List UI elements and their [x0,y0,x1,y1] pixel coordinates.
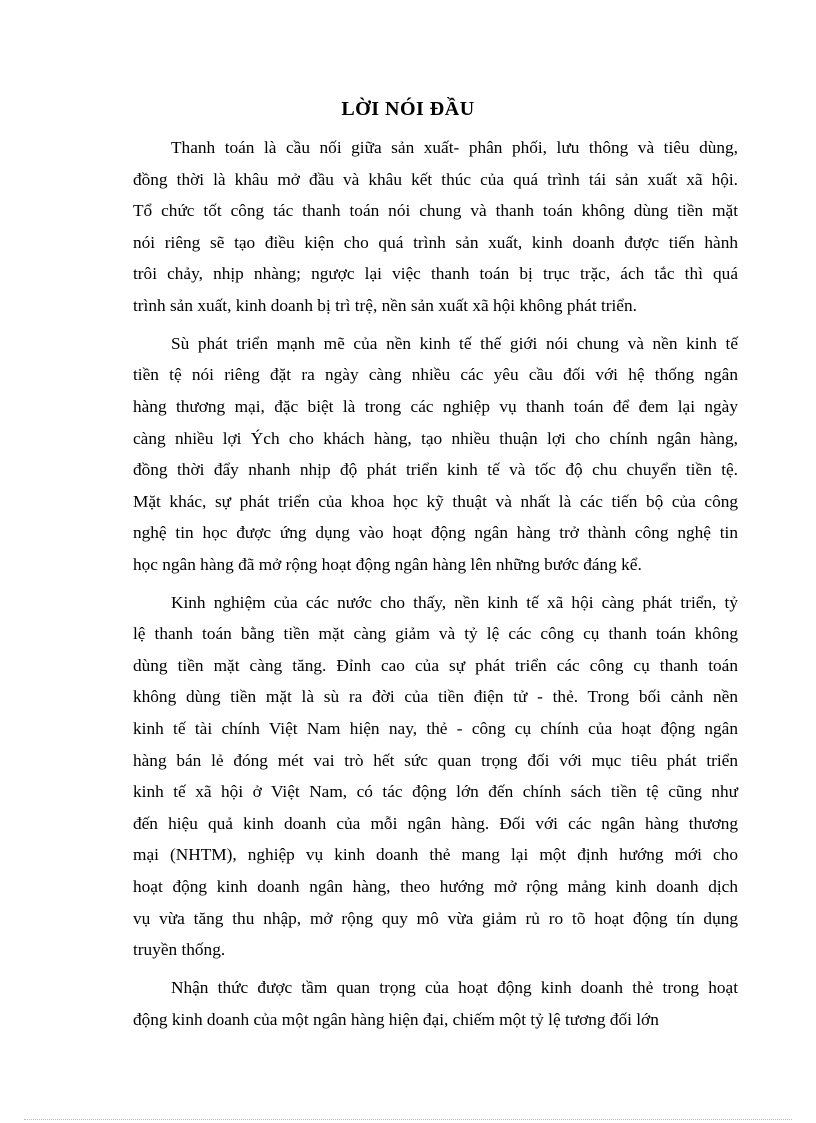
text-line: Sù phát triển mạnh mẽ của nền kinh tế thế giới nói chung và nền kinh tế [171,333,738,353]
text-line: đồng thời đẩy nhanh nhịp độ phát triển kinh tế và tốc độ chu chuyển tiền tệ. [133,460,738,480]
page-bottom-divider [24,1119,792,1120]
text-line: trôi chảy, nhịp nhàng; ngược lại việc thanh toán bị trục trặc, ách tắc thì quá [133,264,738,284]
text-line: trình sản xuất, kinh doanh bị trì trệ, nền sản xuất xã hội không phát triển. [133,295,637,315]
paragraph-3 [133,587,738,966]
text-line: truyền thống. [133,940,226,960]
text-line: hàng thương mại, đặc biệt là trong các nghiệp vụ thanh toán để đem lại ngày [133,396,738,416]
text-line: Nhận thức được tầm quan trọng của hoạt động kinh doanh thẻ trong hoạt [171,978,738,997]
paragraph-1 [133,132,738,322]
text-line: đồng thời là khâu mở đầu và khâu kết thúc của quá trình tái sản xuất xã hội. [133,169,738,189]
text-line: đến hiệu quả kinh doanh của mỗi ngân hàng. Đối với các ngân hàng thương [133,813,738,833]
text-line: Tổ chức tốt công tác thanh toán nói chung và thanh toán không dùng tiền mặt [133,201,738,221]
text-line: nghệ tin học được ứng dụng vào hoạt động ngân hàng trở thành công nghệ tin [133,523,738,543]
text-line: động kinh doanh của một ngân hàng hiện đại, chiếm một tỷ lệ tương đối lớn [133,1009,659,1029]
text-line: dùng tiền mặt càng tăng. Đỉnh cao của sự phát triển các công cụ thanh toán [133,655,738,675]
text-line: mại (NHTM), nghiệp vụ kinh doanh thẻ mang lại một định hướng mới cho [133,845,738,865]
text-line: nói riêng sẽ tạo điều kiện cho quá trình sản xuất, kinh doanh được tiến hành [133,232,738,252]
text-line: kinh tế xã hội ở Việt Nam, có tác động lớn đến chính sách tiền tệ cũng như [133,782,738,802]
page-title: LỜI NÓI ĐẦU [341,98,475,120]
text-line: học ngân hàng đã mở rộng hoạt động ngân hàng lên những bước đáng kể. [133,554,642,574]
text-line: Mặt khác, sự phát triển của khoa học kỹ thuật và nhất là các tiến bộ của công [133,491,738,511]
text-line: lệ thanh toán bằng tiền mặt càng giảm và tỷ lệ các công cụ thanh toán không [133,624,738,644]
body-text [133,132,738,1035]
text-line: Kinh nghiệm của các nước cho thấy, nền kinh tế xã hội càng phát triển, tỷ [171,592,738,612]
text-line: vụ vừa tăng thu nhập, mở rộng quy mô vừa giảm rủ ro tõ hoạt động tín dụng [133,908,738,928]
text-line: kinh tế tài chính Việt Nam hiện nay, thẻ - công cụ chính của hoạt động ngân [133,719,738,739]
text-line: hàng bán lẻ đóng mét vai trò hết sức quan trọng đối với mục tiêu phát triển [133,750,738,770]
text-line: không dùng tiền mặt là sù ra đời của tiền điện tử - thẻ. Trong bối cảnh nền [133,687,738,707]
text-line: càng nhiều lợi Ých cho khách hàng, tạo nhiều thuận lợi cho chính ngân hàng, [133,428,738,448]
text-line: tiền tệ nói riêng đặt ra ngày càng nhiều các yêu cầu đối với hệ thống ngân [133,365,738,385]
paragraph-4 [133,972,738,1035]
text-line: Thanh toán là cầu nối giữa sản xuất- phân phối, lưu thông và tiêu dùng, [171,138,738,157]
paragraph-2 [133,328,738,581]
text-line: hoạt động kinh doanh ngân hàng, theo hướng mở rộng mảng kinh doanh dịch [133,877,738,897]
